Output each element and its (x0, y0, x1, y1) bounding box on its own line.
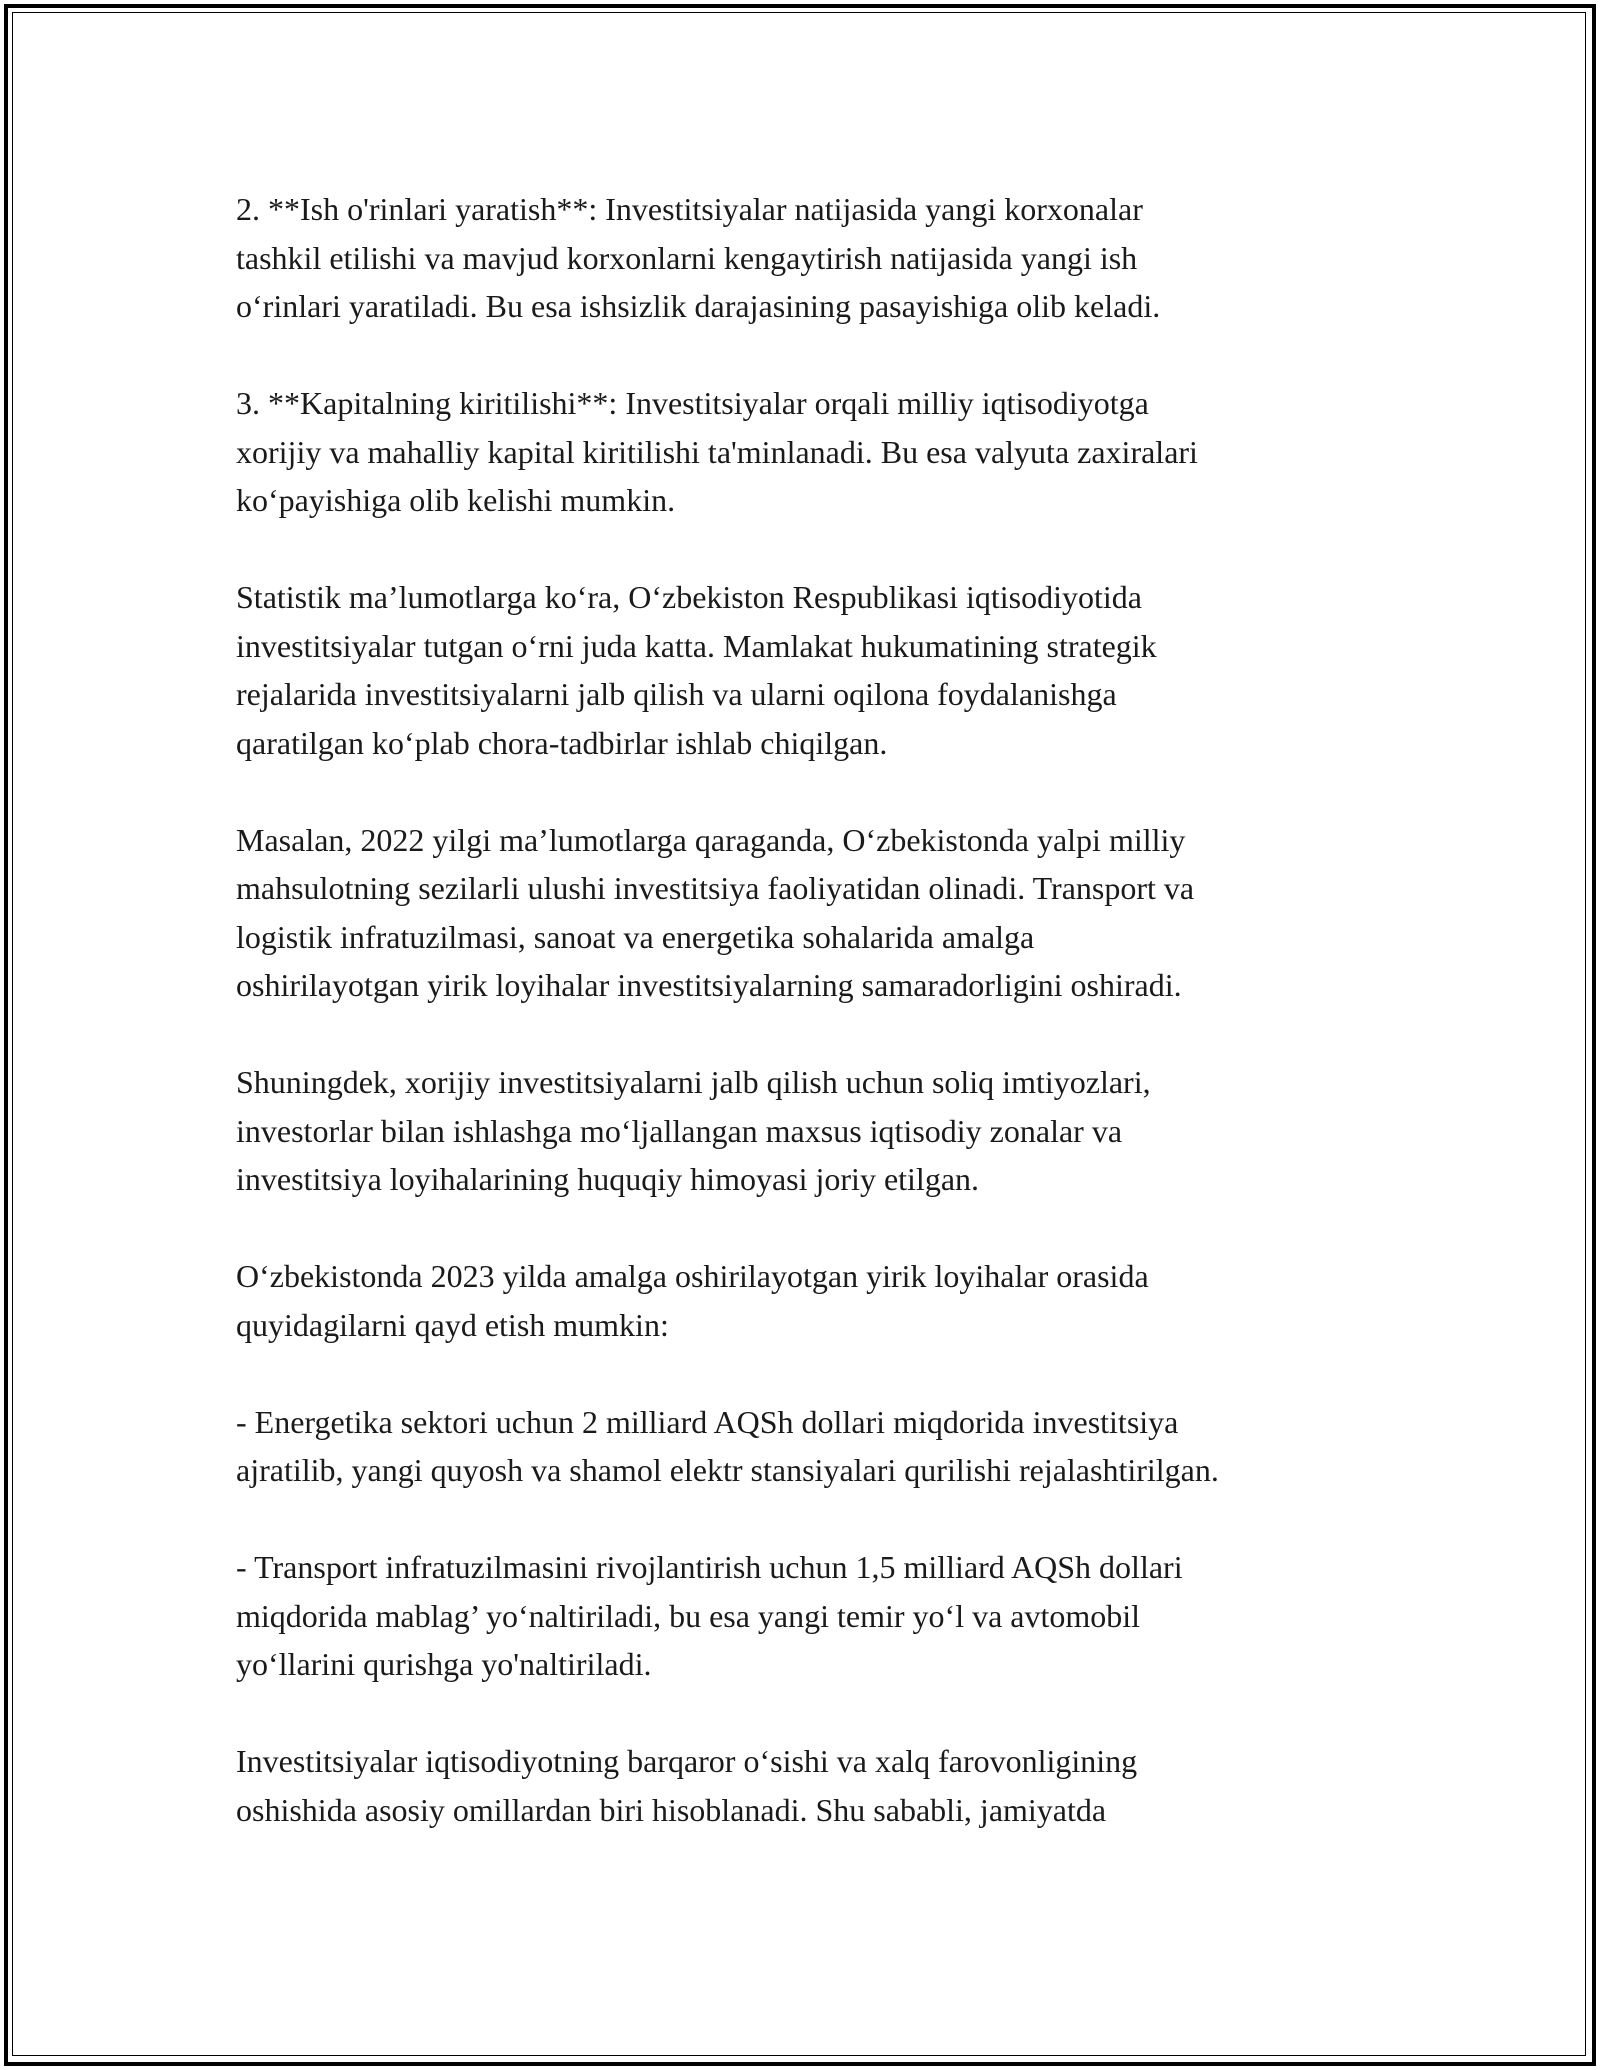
list-item-energy: - Energetika sektori uchun 2 milliard AQSh dollari miqdorida investitsiya ajratilib, yangi quyosh va shamol elektr stansiyalari qurilishi rejalashtirilgan. (236, 1403, 1219, 1488)
paragraph-job-creation: 2. **Ish o'rinlari yaratish**: Investitsiyalar natijasida yangi korxonalar tashkil etilishi va mavjud korxonlarni kengaytirish natijasida yangi ish o‘rinlari yaratiladi. Bu esa ishsizlik darajasining pasayishiga olib keladi. (236, 191, 1161, 324)
paragraph-2023-projects-intro: O‘zbekistonda 2023 yilda amalga oshirilayotgan yirik loyihalar orasida quyidagilarni qayd etish mumkin: (236, 1258, 1149, 1343)
paragraph-foreign-investment: Shuningdek, xorijiy investitsiyalarni jalb qilish uchun soliq imtiyozlari, investorlar bilan ishlashga mo‘ljallangan maxsus iqtisodiy zonalar va investitsiya loyihalarining huquqiy himoyasi joriy etilgan. (236, 1064, 1151, 1197)
paragraph-2022-data: Masalan, 2022 yilgi ma’lumotlarga qaraganda, O‘zbekistonda yalpi milliy mahsulotning sezilarli ulushi investitsiya faoliyatidan olinadi. Transport va logistik infratuzilmasi, sanoat va energetika sohalarida amalga oshirilayotgan yirik loyihalar investitsiyalarning samaradorligini oshiradi. (236, 821, 1195, 1003)
paragraph-conclusion: Investitsiyalar iqtisodiyotning barqaror o‘sishi va xalq farovonligining oshishida asosiy omillardan biri hisoblanadi. Shu sababli, jamiyatda (236, 1743, 1138, 1828)
paragraph-statistics: Statistik ma’lumotlarga ko‘ra, O‘zbekiston Respublikasi iqtisodiyotida investitsiyalar tutgan o‘rni juda katta. Mamlakat hukumatining strategik rejalarida investitsiyalarni jalb qilish va ularni oqilona foydalanishga qaratilgan ko‘plab chora-tadbirlar ishlab chiqilgan. (236, 579, 1157, 761)
paragraph-capital-inflow: 3. **Kapitalning kiritilishi**: Investitsiyalar orqali milliy iqtisodiyotga xorijiy va mahalliy kapital kiritilishi ta'minlanadi. Bu esa valyuta zaxiralari ko‘payishiga olib kelishi mumkin. (236, 385, 1198, 518)
list-item-transport: - Transport infratuzilmasini rivojlantirish uchun 1,5 milliard AQSh dollari miqdorida mablag’ yo‘naltiriladi, bu esa yangi temir yo‘l va avtomobil yo‘llarini qurishga yo'naltiriladi. (236, 1549, 1183, 1682)
document-body (236, 185, 1416, 1883)
